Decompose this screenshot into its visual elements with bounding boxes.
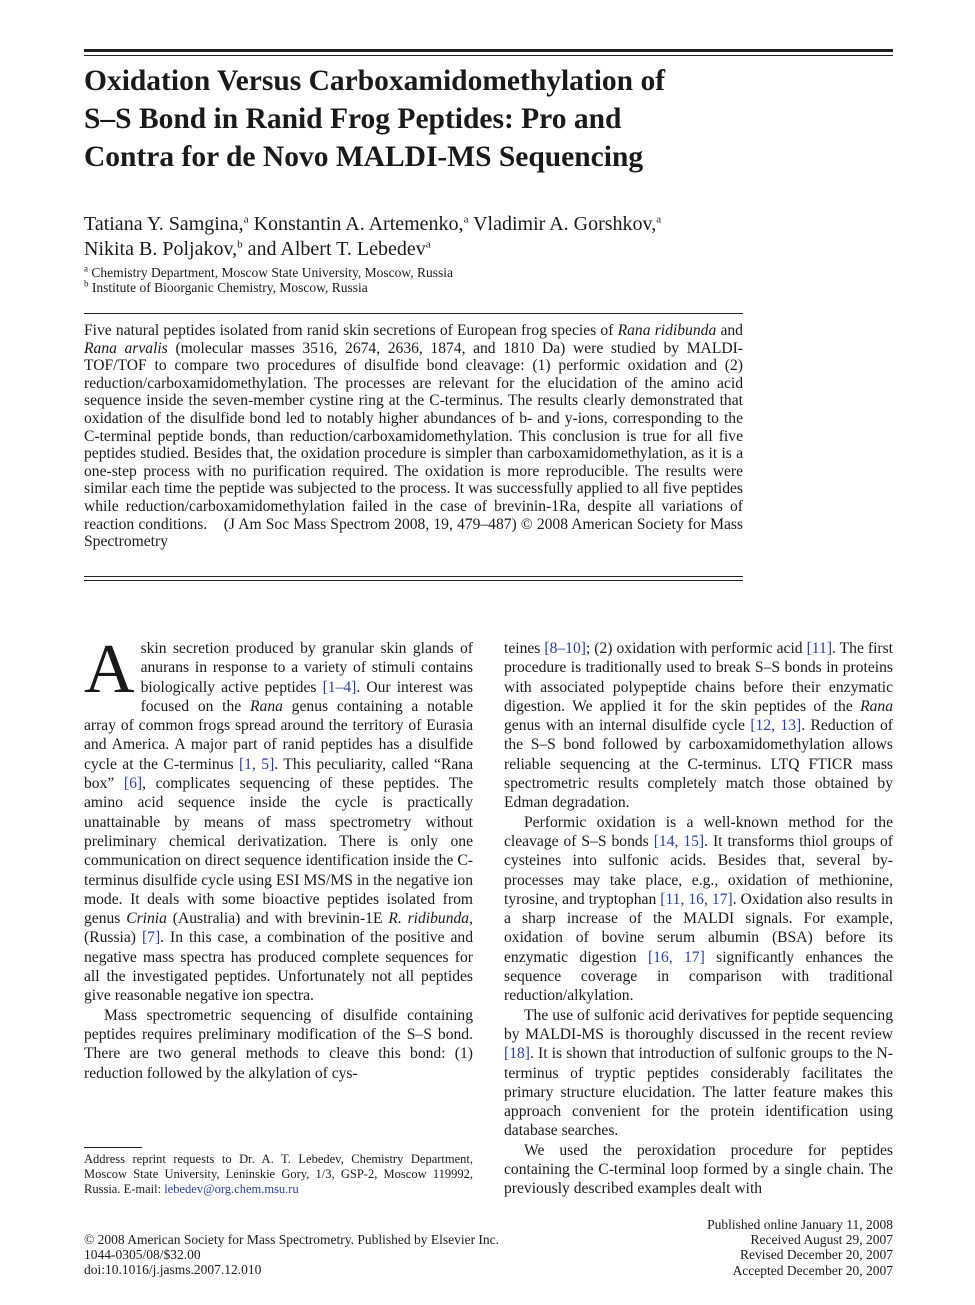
abstract-citation: (J Am Soc Mass Spectrom 2008, 19, 479–487) © 2008 American Society for Mass Spectrometry — [84, 515, 747, 551]
author-list — [84, 212, 661, 262]
affiliation-b — [84, 280, 368, 296]
author-line-2 — [84, 237, 661, 262]
affiliation-text: Institute of Bioorganic Chemistry, Moscow, Russia — [88, 280, 368, 295]
correspondence-footnote: Address reprint requests to Dr. A. T. Lebedev, Chemistry Department, Moscow State University, Leninskie Gory, 1/3, GSP-2, Moscow 119992, Russia. E-mail: lebedev@org.chem.msu.ru — [84, 1152, 473, 1196]
paragraph: teines [8–10]; (2) oxidation with performic acid [11]. The first procedure is traditionally used to break S–S bonds in proteins with associated polypeptide chains before their enzymatic digestion. We applied it for the skin peptides of the Rana genus with an internal disulfide cycle [12, 13]. Reduction of the S–S bond followed by carboxamidomethylation allows reliable sequencing at the C-terminus. LTQ FTICR mass spectrometric results completely match those obtained by Edman degradation. — [504, 640, 894, 812]
title-line: Contra for de Novo MALDI-MS Sequencing — [84, 141, 644, 173]
affiliation-a — [84, 265, 453, 281]
reference-link[interactable]: [8–10] — [544, 640, 586, 657]
reference-link[interactable]: [16, 17] — [647, 948, 705, 966]
top-rule-thin — [84, 55, 893, 56]
top-rule-thick — [84, 49, 893, 52]
reference-link[interactable]: [18] — [504, 1045, 530, 1063]
abstract-text: and — [716, 322, 743, 339]
footnote-rule — [84, 1147, 142, 1148]
publisher-info — [84, 1232, 499, 1278]
author-line-1 — [84, 212, 661, 237]
date-published: Published online January 11, 2008 — [707, 1217, 893, 1232]
copyright-line: © 2008 American Society for Mass Spectrometry. Published by Elsevier Inc. — [84, 1232, 500, 1247]
title-line: Oxidation Versus Carboxamidomethylation of — [84, 65, 666, 97]
abstract-rule-top — [84, 313, 743, 314]
paper-title — [84, 62, 784, 176]
author-sup: a — [425, 238, 431, 251]
author-name: and Albert T. Lebedev — [242, 238, 426, 260]
paragraph: Performic oxidation is a well-known method for the cleavage of S–S bonds [14, 15]. It transforms thiol groups of cysteines into sulfonic acids. Besides that, several by-processes may take place, e.g., oxidation of methionine, tyrosine, and tryptophan [11, 16, 17]. Oxidation also results in a sharp increase of the MALDI signals. For example, oxidation of bovine serum albumin (BSA) before its enzymatic digestion [16, 17] significantly enhances the sequence coverage in comparison with traditional reduction/alkylation. — [504, 813, 894, 1005]
publication-dates — [707, 1217, 893, 1278]
author-sup: a — [463, 213, 469, 226]
title-line: S–S Bond in Ranid Frog Peptides: Pro and — [84, 103, 622, 135]
abstract-text: (molecular masses 3516, 2674, 2636, 1874, and 1810 Da) were studied by MALDI-TOF/TOF to compare two procedures of disulfide bond cleavage: (1) performic oxidation and (2) reduction/carboxamidomethylation. The processes are relevant for the elucidation of the amino acid sequence inside the seven-member cystine ring at the C-terminus. The results clearly demonstrated that oxidation of the disulfide bond led to notably higher abundances of b- and y-ions, corresponding to the C-terminal peptide bonds, than reduction/carboxamidomethylation. This conclusion is true for all five peptides studied. Besides that, the oxidation procedure is simpler than carboxamidomethylation, as it is a one-step process with no purification required. The oxidation is more reproducible. The results were similar each time the peptide was subjected to the process. It was successfully applied to all five peptides while reduction/carboxamidomethylation failed in the case of brevinin-1Ra, despite all variations of reaction conditions. — [84, 339, 743, 533]
author-sup: a — [656, 213, 662, 226]
reference-link[interactable]: [1, 5] — [238, 755, 275, 773]
email-link[interactable]: lebedev@org.chem.msu.ru — [164, 1182, 299, 1196]
reference-link[interactable]: [12, 13] — [750, 717, 802, 735]
paragraph: We used the peroxidation procedure for peptides containing the C-terminal loop formed by a single chain. The previously described examples dealt with — [504, 1141, 893, 1198]
date-accepted: Accepted December 20, 2007 — [732, 1262, 893, 1278]
abstract — [84, 322, 747, 551]
author-sup: b — [237, 238, 243, 251]
species-name: Rana ridibunda — [617, 322, 717, 339]
author-name: Vladimir A. Gorshkov, — [468, 213, 657, 235]
drop-cap: A — [84, 631, 135, 708]
abstract-rule-bottom-1 — [84, 576, 743, 577]
reference-link[interactable]: [7] — [141, 929, 161, 947]
abstract-text: Five natural peptides isolated from ranid skin secretions of European frog species of — [84, 322, 618, 339]
issn-line: 1044-0305/08/$32.00 — [84, 1247, 201, 1263]
date-revised: Revised December 20, 2007 — [740, 1247, 893, 1263]
author-name: Konstantin A. Artemenko, — [248, 213, 464, 235]
reference-link[interactable]: [6] — [123, 775, 143, 793]
date-received: Received August 29, 2007 — [750, 1232, 893, 1248]
author-name: Tatiana Y. Samgina, — [84, 213, 244, 235]
affiliation-sup: a — [84, 263, 88, 274]
species-name: Rana arvalis — [84, 339, 168, 357]
reference-link[interactable]: [11, 16, 17] — [660, 890, 733, 908]
abstract-rule-bottom-2 — [84, 580, 743, 581]
paragraph: Mass spectrometric sequencing of disulfide containing peptides requires preliminary modification of the S–S bond. There are two general methods to cleave this bond: (1) reduction followed by the alkylation of cys- — [84, 1006, 473, 1082]
body-column-right — [504, 639, 893, 1199]
reference-link[interactable]: [1–4] — [322, 678, 357, 696]
author-sup: a — [243, 213, 249, 226]
reference-link[interactable]: [11] — [806, 640, 833, 657]
affiliation-sup: b — [84, 278, 89, 289]
affiliation-text: Chemistry Department, Moscow State University, Moscow, Russia — [88, 265, 453, 280]
paragraph: The use of sulfonic acid derivatives for peptide sequencing by MALDI-MS is thoroughly discussed in the recent review [18]. It is shown that introduction of sulfonic groups to the N-terminus of tryptic peptides considerably facilitates the primary structure elucidation. The latter feature makes this approach convenient for the protein identification using database searches. — [504, 1006, 893, 1140]
body-column-left — [84, 631, 474, 1083]
paragraph: Askin secretion produced by granular skin glands of anurans in response to a variety of stimuli contains biologically active peptides [1–4]. Our interest was focused on the Rana genus containing a notable array of common frogs spread around the territory of Eurasia and America. A major part of ranid peptides has a disulfide cycle at the C-terminus [1, 5]. This peculiarity, called “Rana box” [6], complicates sequencing of these peptides. The amino acid sequence inside the cycle is practically unattainable by means of mass spectrometry without preliminary chemical derivatization. There is only one communication on direct sequence identification inside the C-terminus disulfide cycle using ESI MS/MS in the negative ion mode. It deals with some bioactive peptides isolated from genus Crinia (Australia) and with brevinin-1E R. ridibunda, (Russia) [7]. In this case, a combination of the positive and negative mass spectra has produced complete sequences for all the investigated peptides. Unfortunately not all peptides give reasonable negative ion spectra. — [84, 631, 474, 1005]
author-name: Nikita B. Poljakov, — [84, 238, 238, 260]
reference-link[interactable]: [14, 15] — [653, 832, 705, 850]
doi-line: doi:10.1016/j.jasms.2007.12.010 — [84, 1262, 262, 1278]
